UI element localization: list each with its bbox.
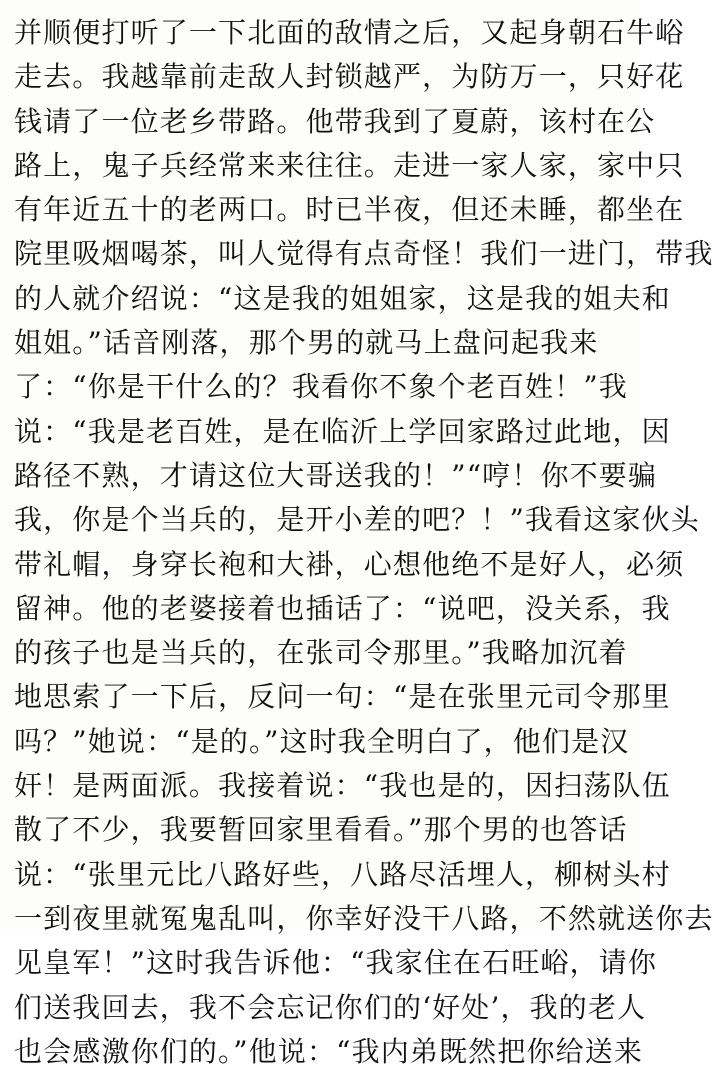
text-line-23: 们送我回去，我不会忘记你们的‘好处’，我的老人 [14, 990, 647, 1024]
text-line-13: 带礼帽，身穿长袍和大褂，心想他绝不是好人，必须 [14, 547, 685, 581]
text-line-11: 路径不熟，才请这位大哥送我的！”“哼！你不要骗 [14, 458, 658, 492]
text-line-14: 留神。他的老婆接着也插话了：“说吧，没关系，我 [14, 591, 671, 625]
text-line-17: 吗？”她说：“是的。”这时我全明白了，他们是汉 [14, 724, 630, 758]
text-line-19: 散了不少，我要暂回家里看看。”那个男的也答话 [14, 813, 628, 847]
text-line-5: 有年近五十的老两口。时已半夜，但还未睡，都坐在 [14, 193, 685, 227]
text-line-6: 院里吸烟喝茶，叫人觉得有点奇怪！我们一进门，带我 [14, 237, 714, 271]
text-line-12: 我，你是个当兵的，是开小差的吧？！”我看这家伙头 [14, 503, 700, 537]
text-line-22: 见皇军！”这时我告诉他：“我家住在石旺峪，请你 [14, 946, 658, 980]
text-line-7: 的人就介绍说：“这是我的姐姐家，这是我的姐夫和 [14, 281, 671, 315]
text-line-4: 路上，鬼子兵经常来来往往。走进一家人家，家中只 [14, 148, 685, 182]
text-line-24: 也会感激你们的。”他说：“我内弟既然把你给送来 [14, 1034, 644, 1068]
text-line-21: 一到夜里就冤鬼乱叫，你幸好没干八路，不然就送你去 [14, 901, 714, 935]
text-line-9: 了：“你是干什么的？我看你不象个老百姓！”我 [14, 370, 628, 404]
text-line-15: 的孩子也是当兵的，在张司令那里。”我略加沉着 [14, 636, 628, 670]
text-line-10: 说：“我是老百姓，是在临沂上学回家路过此地，因 [14, 414, 671, 448]
text-line-18: 奸！是两面派。我接着说：“我也是的，因扫荡队伍 [14, 769, 671, 803]
text-line-20: 说：“张里元比八路好些，八路尽活埋人，柳树头村 [14, 857, 671, 891]
text-line-2: 走去。我越靠前走敌人封锁越严，为防万一，只好花 [14, 60, 685, 94]
text-line-8: 姐姐。”话音刚落，那个男的就马上盘问起我来 [14, 326, 599, 360]
text-line-1: 并顺便打听了一下北面的敌情之后，又起身朝石牛峪 [14, 16, 685, 49]
text-line-16: 地思索了一下后，反问一句：“是在张里元司令那里 [14, 680, 671, 714]
text-line-3: 钱请了一位老乡带路。他带我到了夏蔚，该村在公 [14, 104, 656, 138]
